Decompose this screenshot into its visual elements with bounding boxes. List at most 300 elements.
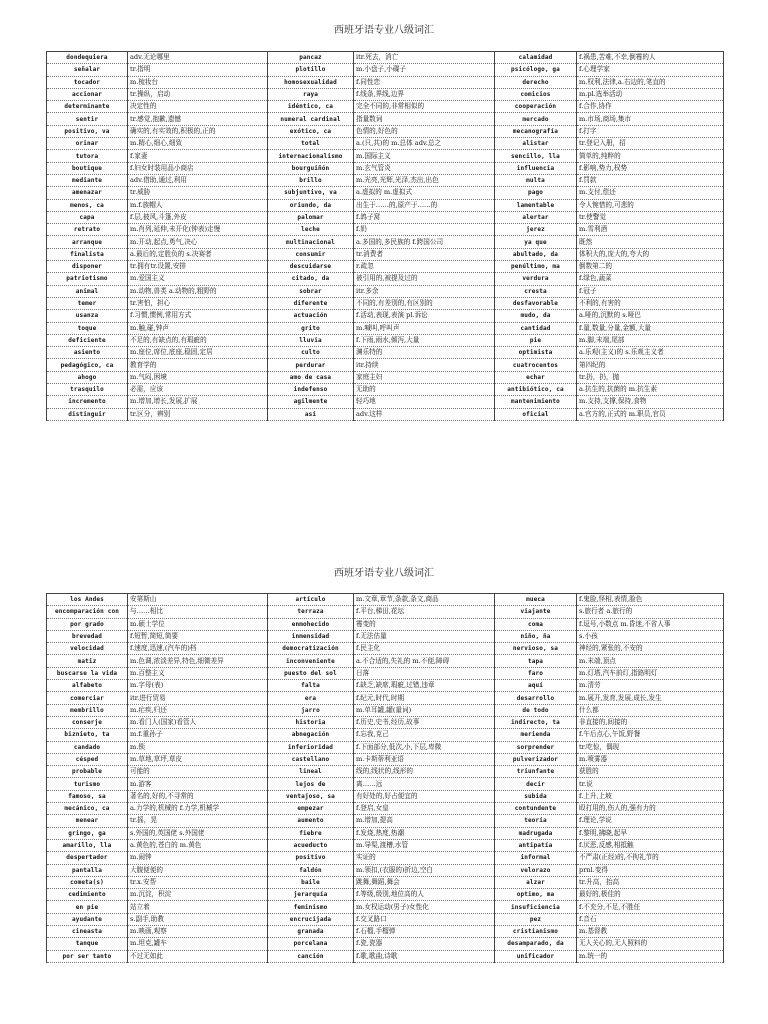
chinese-meaning-cell: itr.多余 xyxy=(354,285,495,297)
spanish-term-cell: ahogo xyxy=(47,371,128,383)
chinese-meaning-cell: f.等级,级别,地位高的人 xyxy=(354,889,495,901)
spanish-term-cell: historia xyxy=(268,716,354,728)
spanish-term-cell: palomar xyxy=(268,211,354,223)
spanish-term-cell: cristianismo xyxy=(495,926,577,938)
table-row xyxy=(47,297,724,309)
spanish-term-cell: plotillo xyxy=(268,64,354,76)
table-row xyxy=(47,261,724,273)
chinese-meaning-cell: m.沉淀，积淀 xyxy=(128,889,268,901)
spanish-term-cell: diferente xyxy=(268,297,354,309)
chinese-meaning-cell: 完全不同的,非常相似的 xyxy=(354,101,495,113)
chinese-meaning-cell: m.精心,细心,细致 xyxy=(128,138,268,150)
spanish-term-cell: tocador xyxy=(47,76,128,88)
spanish-term-cell: merienda xyxy=(495,729,577,741)
spanish-term-cell: subida xyxy=(495,790,577,802)
table-row xyxy=(47,371,724,383)
chinese-meaning-cell: m.开动,起点,勇气,决心 xyxy=(128,236,268,248)
spanish-term-cell: calamidad xyxy=(495,52,577,64)
chinese-meaning-cell: prnl.变得 xyxy=(577,864,724,876)
spanish-term-cell: gringo, ga xyxy=(47,827,128,839)
table-row xyxy=(47,926,724,938)
chinese-meaning-cell: f.无法估量 xyxy=(354,630,495,642)
table-row xyxy=(47,88,724,100)
spanish-term-cell: sentir xyxy=(47,113,128,125)
chinese-meaning-cell: f.习惯,惯例,常用方式 xyxy=(128,310,268,322)
chinese-meaning-cell: tr.说 xyxy=(577,778,724,790)
chinese-meaning-cell: a.抗生的,抗菌的 m.抗生素 xyxy=(577,384,724,396)
spanish-term-cell: niño, ña xyxy=(495,630,577,642)
chinese-meaning-cell: m.基督教 xyxy=(577,926,724,938)
chinese-meaning-cell: m.色调,浓淡差异,特色,细微差异 xyxy=(128,655,268,667)
chinese-meaning-cell: s.副手,助教 xyxy=(128,913,268,925)
chinese-meaning-cell: tr.指明 xyxy=(128,64,268,76)
chinese-meaning-cell: m.字母(表) xyxy=(128,680,268,692)
spanish-term-cell: patriotismo xyxy=(47,273,128,285)
spanish-term-cell: antibiótico, ca xyxy=(495,384,577,396)
chinese-meaning-cell: m.单耳罐,罐(量词) xyxy=(354,704,495,716)
chinese-meaning-cell: 不过无如此 xyxy=(128,950,268,962)
chinese-meaning-cell: f.下面部分,低次,小,下层,卑微 xyxy=(354,741,495,753)
chinese-meaning-cell: 令人惋惜的,可悲的 xyxy=(577,199,724,211)
chinese-meaning-cell: m.疟疾,归还 xyxy=(128,704,268,716)
spanish-term-cell: cooperación xyxy=(495,101,577,113)
chinese-meaning-cell: itr.死去，消亡 xyxy=(354,52,495,64)
table-row xyxy=(47,704,724,716)
page-header-1: 西班牙语专业八级词汇 xyxy=(334,25,434,36)
spanish-term-cell: abultado, da xyxy=(495,248,577,260)
chinese-meaning-cell: tr.害怕，担心 xyxy=(128,297,268,309)
table-row xyxy=(47,594,724,606)
table-row xyxy=(47,322,724,334)
chinese-meaning-cell: m.硕士学位 xyxy=(128,618,268,630)
spanish-term-cell: turismo xyxy=(47,778,128,790)
spanish-term-cell: buscarse la vida xyxy=(47,667,128,679)
table-row xyxy=(47,285,724,297)
spanish-term-cell: césped xyxy=(47,753,128,765)
spanish-term-cell: aumento xyxy=(268,815,354,827)
spanish-term-cell: por ser tanto xyxy=(47,950,128,962)
spanish-term-cell: de todo xyxy=(495,704,577,716)
table-row xyxy=(47,938,724,950)
chinese-meaning-cell: itr.进行贸易 xyxy=(128,692,268,704)
spanish-term-cell: acueducto xyxy=(268,839,354,851)
spanish-term-cell: toque xyxy=(47,322,128,334)
chinese-meaning-cell: m.梳妆台 xyxy=(128,76,268,88)
spanish-term-cell: verdura xyxy=(495,273,577,285)
spanish-term-cell: cineasta xyxy=(47,926,128,938)
chinese-meaning-cell: m.权利,法律,a.右边的,笔直的 xyxy=(577,76,724,88)
chinese-meaning-cell: m.f.重孙子 xyxy=(128,729,268,741)
chinese-meaning-cell: m.气闷,困境 xyxy=(128,371,268,383)
chinese-meaning-cell: 确实的,有实效的,积极的,正的 xyxy=(128,125,268,137)
spanish-term-cell: multa xyxy=(495,174,577,186)
spanish-term-cell: amarillo, lla xyxy=(47,839,128,851)
spanish-term-cell: actuación xyxy=(268,310,354,322)
chinese-meaning-cell: f.妇女时装用品小商店 xyxy=(128,162,268,174)
spanish-term-cell: velocidad xyxy=(47,643,128,655)
spanish-term-cell: membrillo xyxy=(47,704,128,716)
spanish-term-cell: los Andes xyxy=(47,594,128,606)
spanish-term-cell: subjuntivo, va xyxy=(268,187,354,199)
chinese-meaning-cell: f.短暂,简短,简要 xyxy=(128,630,268,642)
spanish-term-cell: oriundo, da xyxy=(268,199,354,211)
chinese-meaning-cell: m.映画,观察 xyxy=(128,926,268,938)
spanish-term-cell: mudo, da xyxy=(495,310,577,322)
chinese-meaning-cell: m.闹钟 xyxy=(128,852,268,864)
chinese-meaning-cell: f.理论,学说 xyxy=(577,815,724,827)
spanish-term-cell: conserje xyxy=(47,716,128,728)
chinese-meaning-cell: f.黎明,拂晓,起早 xyxy=(577,827,724,839)
chinese-meaning-cell: s.小孩 xyxy=(577,630,724,642)
chinese-meaning-cell: a.哑的,沉默的 s.哑巴 xyxy=(577,310,724,322)
spanish-term-cell: temer xyxy=(47,297,128,309)
spanish-term-cell: cuatrocentos xyxy=(495,359,577,371)
spanish-term-cell: puesto del sol xyxy=(268,667,354,679)
chinese-meaning-cell: f.逗号,小数点 m.昏迷,不省人事 xyxy=(577,618,724,630)
spanish-term-cell: descuidarse xyxy=(268,261,354,273)
table-row xyxy=(47,162,724,174)
chinese-meaning-cell: m.清劳 xyxy=(577,680,724,692)
chinese-meaning-cell: m.文章,章节,条款,条文,商品 xyxy=(354,594,495,606)
chinese-meaning-cell: m.支持,支撑,保持,食物 xyxy=(577,396,724,408)
chinese-meaning-cell: tr.感觉,抱歉,遗憾 xyxy=(128,113,268,125)
spanish-term-cell: brevedad xyxy=(47,630,128,642)
spanish-term-cell: bourguiñón xyxy=(268,162,354,174)
spanish-term-cell: total xyxy=(268,138,354,150)
spanish-term-cell: grito xyxy=(268,322,354,334)
chinese-meaning-cell: m.草地,草坪,草皮 xyxy=(128,753,268,765)
chinese-meaning-cell: 无人关心的,无人照料的 xyxy=(577,938,724,950)
spanish-term-cell: granada xyxy=(268,926,354,938)
chinese-meaning-cell: adv.借助,通过,利用 xyxy=(128,174,268,186)
chinese-meaning-cell: a.最后的,定胜负的 s.决赛者 xyxy=(128,248,268,260)
chinese-meaning-cell: m.末端,顶点 xyxy=(577,655,724,667)
spanish-term-cell: teoría xyxy=(495,815,577,827)
spanish-term-cell: numeral cardinal xyxy=(268,113,354,125)
table-row xyxy=(47,864,724,876)
spanish-term-cell: jerarquía xyxy=(268,889,354,901)
spanish-term-cell: canción xyxy=(268,950,354,962)
spanish-term-cell: mueca xyxy=(495,594,577,606)
table-row xyxy=(47,630,724,642)
spanish-term-cell: en pie xyxy=(47,901,128,913)
chinese-meaning-cell: m.增加,增长,发展,扩展 xyxy=(128,396,268,408)
chinese-meaning-cell: m.领扣,(衣服的)折边,空白 xyxy=(354,864,495,876)
spanish-term-cell: mediante xyxy=(47,174,128,186)
spanish-term-cell: tutora xyxy=(47,150,128,162)
chinese-meaning-cell: 日落 xyxy=(354,667,495,679)
table-row xyxy=(47,273,724,285)
table-row xyxy=(47,741,724,753)
spanish-term-cell: leche xyxy=(268,224,354,236)
spanish-term-cell: coma xyxy=(495,618,577,630)
spanish-term-cell: mecanografía xyxy=(495,125,577,137)
table-row xyxy=(47,347,724,359)
chinese-meaning-cell: tr.吃惊，偶现 xyxy=(577,741,724,753)
chinese-meaning-cell: 可能的 xyxy=(128,766,268,778)
spanish-term-cell: cometa(s) xyxy=(47,876,128,888)
spanish-term-cell: pedagógico, ca xyxy=(47,359,128,371)
spanish-term-cell: señalar xyxy=(47,64,128,76)
spanish-term-cell: jarro xyxy=(268,704,354,716)
spanish-term-cell: así xyxy=(268,408,354,420)
spanish-term-cell: finalista xyxy=(47,248,128,260)
chinese-meaning-cell: m.游客 xyxy=(128,778,268,790)
spanish-term-cell: echar xyxy=(495,371,577,383)
chinese-meaning-cell: adv.这样 xyxy=(354,408,495,420)
chinese-meaning-cell: f.家妻 xyxy=(128,150,268,162)
chinese-meaning-cell: m.导渠,渡槽,水管 xyxy=(354,839,495,851)
chinese-meaning-cell: f.线条,界线,边界 xyxy=(354,88,495,100)
table-row xyxy=(47,174,724,186)
chinese-meaning-cell: 与……相比 xyxy=(128,606,268,618)
spanish-term-cell: jerez xyxy=(495,224,577,236)
table-row xyxy=(47,310,724,322)
chinese-meaning-cell: 非直接的,间接的 xyxy=(577,716,724,728)
spanish-term-cell: indirecto, ta xyxy=(495,716,577,728)
chinese-meaning-cell: r.疏忽 xyxy=(354,261,495,273)
table-row xyxy=(47,655,724,667)
chinese-meaning-cell: m.pl.选举活动 xyxy=(577,88,724,100)
spanish-term-cell: encrucijada xyxy=(268,913,354,925)
chinese-meaning-cell: m.市场,商场,集市 xyxy=(577,113,724,125)
spanish-term-cell: arranque xyxy=(47,236,128,248)
spanish-term-cell: famoso, sa xyxy=(47,790,128,802)
table-row xyxy=(47,408,724,420)
spanish-term-cell: cresta xyxy=(495,285,577,297)
chinese-meaning-cell: m.f.族帽人 xyxy=(128,199,268,211)
chinese-meaning-cell: 最好的,极佳的 xyxy=(577,889,724,901)
spanish-term-cell: psicólogo, ga xyxy=(495,64,577,76)
spanish-term-cell: decir xyxy=(495,778,577,790)
table-row xyxy=(47,790,724,802)
chinese-meaning-cell: f.下雨,雨水,倾泻,大量 xyxy=(354,334,495,346)
chinese-meaning-cell: f.打字 xyxy=(577,125,724,137)
chinese-meaning-cell: s.旅行者 a.旅行的 xyxy=(577,606,724,618)
spanish-term-cell: desfavorable xyxy=(495,297,577,309)
spanish-term-cell: lluvia xyxy=(268,334,354,346)
chinese-meaning-cell: 安第斯山 xyxy=(128,594,268,606)
spanish-term-cell: informal xyxy=(495,852,577,864)
spanish-term-cell: matiz xyxy=(47,655,128,667)
spanish-term-cell: alistar xyxy=(495,138,577,150)
chinese-meaning-cell: f.瓷,瓷器 xyxy=(354,938,495,950)
table-row xyxy=(47,101,724,113)
spanish-term-cell: indefenso xyxy=(268,384,354,396)
spanish-term-cell: mantenimiento xyxy=(495,396,577,408)
chinese-meaning-cell: m.脚,末端,尾部 xyxy=(577,334,724,346)
chinese-meaning-cell: f.厌恶,反感,相抵触 xyxy=(577,839,724,851)
spanish-term-cell: porcelana xyxy=(268,938,354,950)
spanish-term-cell: pez xyxy=(495,913,577,925)
spanish-term-cell: inmensidad xyxy=(268,630,354,642)
chinese-meaning-cell: a.多国的,多民族的 f.跨国公司 xyxy=(354,236,495,248)
table-row xyxy=(47,248,724,260)
spanish-term-cell: era xyxy=(268,692,354,704)
spanish-term-cell: candado xyxy=(47,741,128,753)
spanish-term-cell: ya que xyxy=(495,236,577,248)
chinese-meaning-cell: a.官方的,正式的 m.职员,官员 xyxy=(577,408,724,420)
spanish-term-cell: sorprender xyxy=(495,741,577,753)
chinese-meaning-cell: f.层,披风,斗篷,外皮 xyxy=(128,211,268,223)
chinese-meaning-cell: 倒数第二的 xyxy=(577,261,724,273)
spanish-term-cell: boutique xyxy=(47,162,128,174)
spanish-term-cell: velorazo xyxy=(495,864,577,876)
spanish-term-cell: retrato xyxy=(47,224,128,236)
spanish-term-cell: ayudante xyxy=(47,913,128,925)
chinese-meaning-cell: f.活动,表现,表演 pl.诉讼 xyxy=(354,310,495,322)
spanish-term-cell: baile xyxy=(268,876,354,888)
table-row xyxy=(47,150,724,162)
chinese-meaning-cell: f.罚款 xyxy=(577,174,724,186)
chinese-meaning-cell: f.影响,势力,权势 xyxy=(577,162,724,174)
spanish-term-cell: cantidad xyxy=(495,322,577,334)
chinese-meaning-cell: tr.威胁 xyxy=(128,187,268,199)
spanish-term-cell: amo de casa xyxy=(268,371,354,383)
chinese-meaning-cell: itr.持续 xyxy=(354,359,495,371)
chinese-meaning-cell: m.支付,偿还 xyxy=(577,187,724,199)
spanish-term-cell: desamparado, da xyxy=(495,938,577,950)
chinese-meaning-cell: a.乐观(主义)的 s.乐观主义者 xyxy=(577,347,724,359)
spanish-term-cell: biznieto, ta xyxy=(47,729,128,741)
chinese-meaning-cell: f.交叉路口 xyxy=(354,913,495,925)
table-row xyxy=(47,889,724,901)
chinese-meaning-cell: 简单的,纯粹的 xyxy=(577,150,724,162)
spanish-term-cell: democratización xyxy=(268,643,354,655)
spanish-term-cell: lamentable xyxy=(495,199,577,211)
chinese-meaning-cell: 家庭主妇 xyxy=(354,371,495,383)
chinese-meaning-cell: tr.使警觉 xyxy=(577,211,724,223)
chinese-meaning-cell: tr.x.安帮 xyxy=(128,876,268,888)
chinese-meaning-cell: tr.摇，晃 xyxy=(128,815,268,827)
spanish-term-cell: raya xyxy=(268,88,354,100)
chinese-meaning-cell: a.虚拟的 m.虚拟式 xyxy=(354,187,495,199)
chinese-meaning-cell: m.坦克,罐车 xyxy=(128,938,268,950)
spanish-term-cell: influencia xyxy=(495,162,577,174)
chinese-meaning-cell: 离……远 xyxy=(354,778,495,790)
spanish-term-cell: lejos de xyxy=(268,778,354,790)
spanish-term-cell: culto xyxy=(268,347,354,359)
spanish-term-cell: deficiente xyxy=(47,334,128,346)
spanish-term-cell: trasquilo xyxy=(47,384,128,396)
chinese-meaning-cell: m.增加,提高 xyxy=(354,815,495,827)
table-row xyxy=(47,766,724,778)
chinese-meaning-cell: f.音石 xyxy=(577,913,724,925)
chinese-meaning-cell: m.雪利酒 xyxy=(577,224,724,236)
chinese-meaning-cell: f.歌,歌曲,诗歌 xyxy=(354,950,495,962)
spanish-term-cell: por grado xyxy=(47,618,128,630)
spanish-term-cell: capa xyxy=(47,211,128,223)
spanish-term-cell: brillo xyxy=(268,174,354,186)
chinese-meaning-cell: f.鸽子窝 xyxy=(354,211,495,223)
spanish-term-cell: accionar xyxy=(47,88,128,100)
table-row xyxy=(47,211,724,223)
spanish-term-cell: faldón xyxy=(268,864,354,876)
table-row xyxy=(47,876,724,888)
spanish-term-cell: sobrar xyxy=(268,285,354,297)
spanish-term-cell: inferioridad xyxy=(268,741,354,753)
chinese-meaning-cell: a.不合适的,失礼的 m.不便,障碍 xyxy=(354,655,495,667)
table-row xyxy=(47,199,724,211)
spanish-term-cell: positivo, va xyxy=(47,125,128,137)
table-row xyxy=(47,384,724,396)
spanish-term-cell: triunfante xyxy=(495,766,577,778)
chinese-meaning-cell: s.外国的,英国佬 s.外国佬 xyxy=(128,827,268,839)
spanish-term-cell: enmohecido xyxy=(268,618,354,630)
spanish-term-cell: agilmente xyxy=(268,396,354,408)
chinese-meaning-cell: tr.区分，辨别 xyxy=(128,408,268,420)
spanish-term-cell: encomparación con xyxy=(47,606,128,618)
chinese-meaning-cell: 线的,线状的,线形的 xyxy=(354,766,495,778)
spanish-term-cell: pancaz xyxy=(268,52,354,64)
chinese-meaning-cell: 大腹便便的 xyxy=(128,864,268,876)
chinese-meaning-cell: f.量,数量,分量,金额,大量 xyxy=(577,322,724,334)
chinese-meaning-cell: 获胜的 xyxy=(577,766,724,778)
chinese-meaning-cell: m.动物,兽类 a.动物的,粗野的 xyxy=(128,285,268,297)
spanish-term-cell: comicios xyxy=(495,88,577,100)
vocab-table-2 xyxy=(46,593,724,963)
spanish-term-cell: pago xyxy=(495,187,577,199)
spanish-term-cell: positivo xyxy=(268,852,354,864)
spanish-term-cell: sencillo, lla xyxy=(495,150,577,162)
page-header-2: 西班牙语专业八级词汇 xyxy=(334,568,434,579)
table-row xyxy=(47,138,724,150)
chinese-meaning-cell: f.午后点心,午饭,野餐 xyxy=(577,729,724,741)
chinese-meaning-cell: 体积大的,庞大的,夸大的 xyxy=(577,248,724,260)
spanish-term-cell: citado, da xyxy=(268,273,354,285)
chinese-meaning-cell: m.玄气管炎 xyxy=(354,162,495,174)
table-row xyxy=(47,778,724,790)
chinese-meaning-cell: f.合作,协作 xyxy=(577,101,724,113)
chinese-meaning-cell: f.缺乏,缺席,瑕疵,过错,违章 xyxy=(354,680,495,692)
chinese-meaning-cell: m.展开,发育,发展,成长,发生 xyxy=(577,692,724,704)
chinese-meaning-cell: m.喊叫,呼叫声 xyxy=(354,322,495,334)
table-row xyxy=(47,913,724,925)
chinese-meaning-cell: 轻巧地 xyxy=(354,396,495,408)
chinese-meaning-cell: f.同性恋 xyxy=(354,76,495,88)
chinese-meaning-cell: 指量数词 xyxy=(354,113,495,125)
chinese-meaning-cell: f.祸患,苦难,不幸,倒霉的人 xyxy=(577,52,724,64)
spanish-term-cell: alzar xyxy=(495,876,577,888)
chinese-meaning-cell: m.卡斯蒂利亚语 xyxy=(354,753,495,765)
spanish-term-cell: madrugada xyxy=(495,827,577,839)
chinese-meaning-cell: m.爱国主义 xyxy=(128,273,268,285)
chinese-meaning-cell: 既然 xyxy=(577,236,724,248)
chinese-meaning-cell: 不严肃(正经)的,不拘礼节的 xyxy=(577,852,724,864)
chinese-meaning-cell: f.不充分,不足,不胜任 xyxy=(577,901,724,913)
spanish-term-cell: pantalla xyxy=(47,864,128,876)
spanish-term-cell: antipatía xyxy=(495,839,577,851)
chinese-meaning-cell: 色情的,好色的 xyxy=(354,125,495,137)
chinese-meaning-cell: m.灯塔,汽车前灯,指路明灯 xyxy=(577,667,724,679)
table-row xyxy=(47,852,724,864)
spanish-term-cell: exótico, ca xyxy=(268,125,354,137)
table-row xyxy=(47,236,724,248)
chinese-meaning-cell: a.力学的,机械的 f.力学,机械学 xyxy=(128,803,268,815)
spanish-term-cell: tapa xyxy=(495,655,577,667)
chinese-meaning-cell: tr.升高，抬高 xyxy=(577,876,724,888)
chinese-meaning-cell: f.纪元,时代,时期 xyxy=(354,692,495,704)
table-row xyxy=(47,334,724,346)
table-row xyxy=(47,950,724,962)
table-row xyxy=(47,125,724,137)
chinese-meaning-cell: 跳舞,舞蹈,舞会 xyxy=(354,876,495,888)
spanish-term-cell: alertar xyxy=(495,211,577,223)
spanish-term-cell: dondequiera xyxy=(47,52,128,64)
spanish-term-cell: comerciar xyxy=(47,692,128,704)
table-row xyxy=(47,359,724,371)
spanish-term-cell: ventajoso, sa xyxy=(268,790,354,802)
